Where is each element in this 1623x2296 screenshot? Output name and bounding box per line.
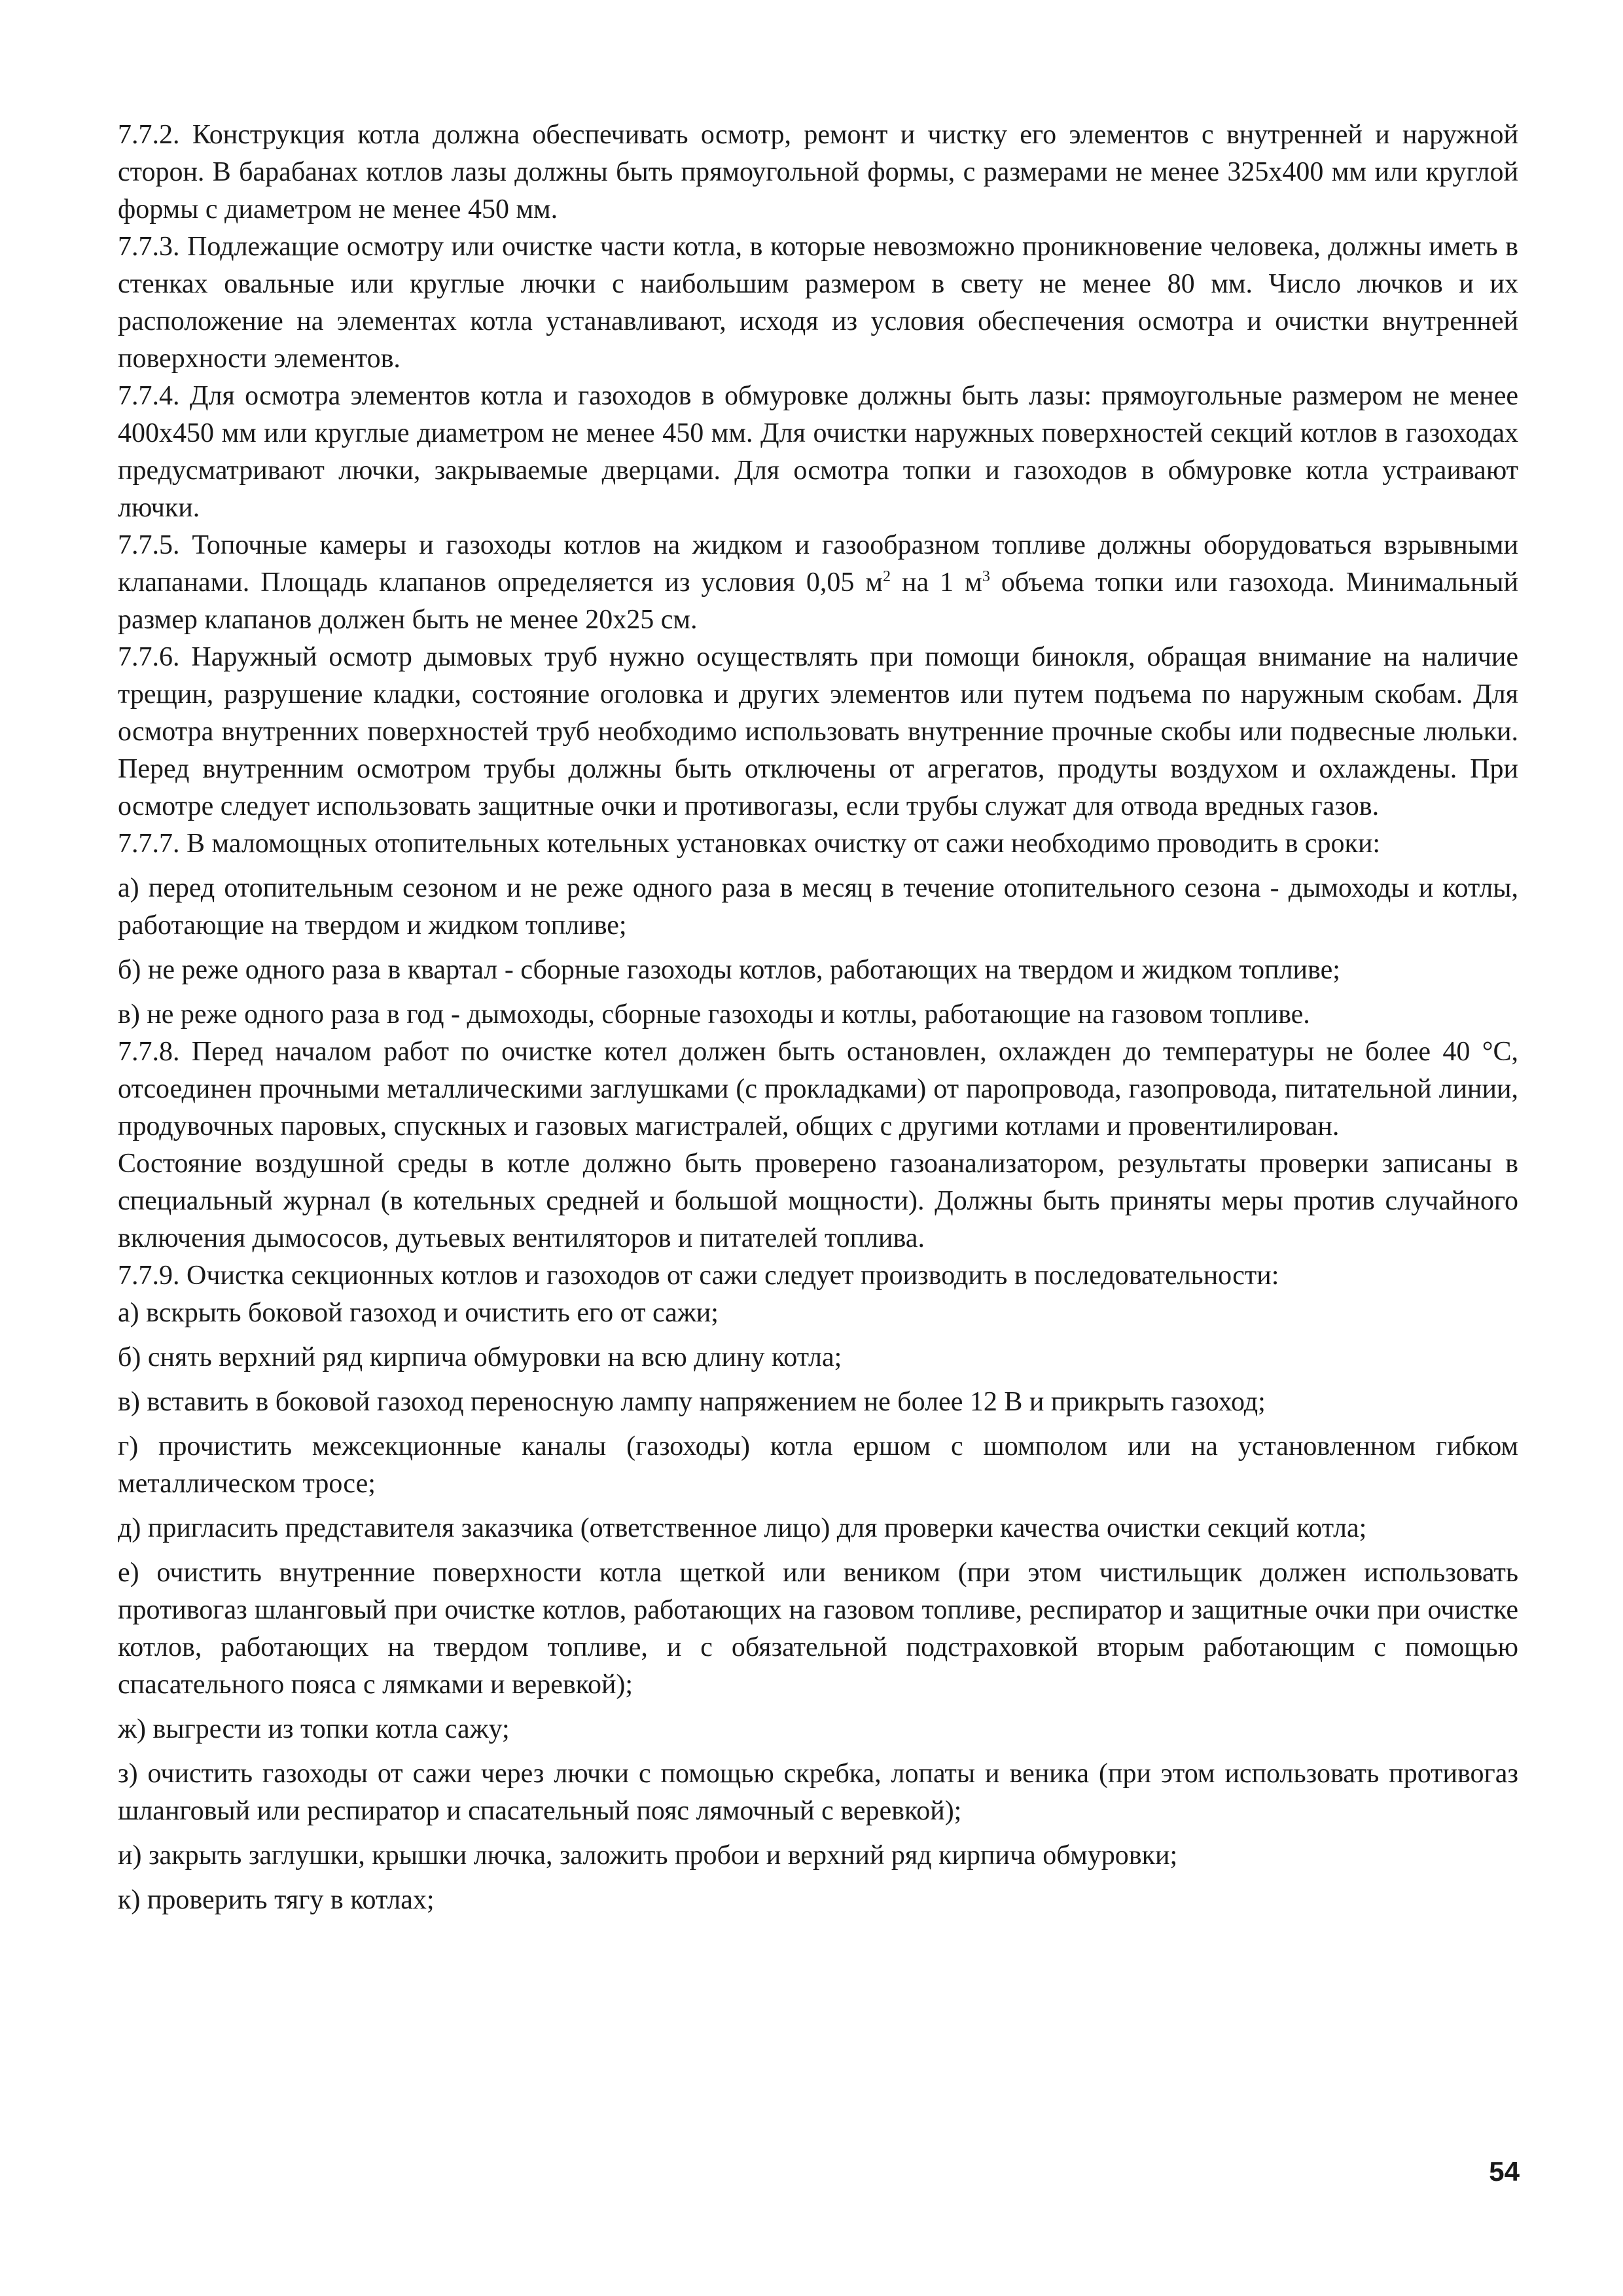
list-item: б) не реже одного раза в квартал - сборные газоходы котлов, работающих на твердом и жидком топливе;	[118, 955, 1340, 985]
paragraph-7-7-5	[118, 527, 1518, 639]
list-item: з) очистить газоходы от сажи через лючки с помощью скребка, лопаты и веника (при этом использовать противогаз шланговый или респиратор и спасательный пояс лямочный с веревкой);	[118, 1759, 1518, 1826]
paragraph-7-7-5-part-a: 7.7.5. Топочные камеры и газоходы котлов на жидком и газообразном топливе должны оборудоваться взрывными клапанами. Площадь клапанов определяется из условия 0,05 м	[118, 530, 1518, 598]
list-item: и) закрыть заглушки, крышки лючка, заложить пробои и верхний ряд кирпича обмуровки;	[118, 1840, 1178, 1871]
paragraph-7-7-5-part-b: на 1 м	[890, 567, 982, 598]
paragraph-7-7-7: 7.7.7. В маломощных отопительных котельных установках очистку от сажи необходимо проводить в сроки:	[118, 829, 1381, 859]
list-item: а) перед отопительным сезоном и не реже одного раза в месяц в течение отопительного сезона - дымоходы и котлы, работающие на твердом и жидком топливе;	[118, 873, 1518, 941]
list-item: ж) выгрести из топки котла сажу;	[118, 1714, 510, 1744]
paragraph-7-7-8: 7.7.8. Перед началом работ по очистке котел должен быть остановлен, охлажден до температуры не более 40 °С, отсоединен прочными металлическими заглушками (с прокладками) от паропровода, газопровода, питательной линии, продувочных паровых, спускных и газовых магистралей, общих с другими котлами и провентилирован.	[118, 1037, 1518, 1141]
superscript-square: 2	[882, 568, 891, 585]
paragraph-7-7-3: 7.7.3. Подлежащие осмотру или очистке части котла, в которые невозможно проникновение человека, должны иметь в стенках овальные или круглые лючки с наибольшим размером в свету не менее 80 мм. Число лючков и их расположение на элементах котла устанавливают, исходя из условия обеспечения осмотра и очистки внутренней поверхности элементов.	[118, 232, 1518, 374]
list-item: д) пригласить представителя заказчика (ответственное лицо) для проверки качества очистки секций котла;	[118, 1513, 1367, 1543]
superscript-cubic: 3	[982, 568, 990, 585]
paragraph-7-7-2: 7.7.2. Конструкция котла должна обеспечивать осмотр, ремонт и чистку его элементов с внутренней и наружной сторон. В барабанах котлов лазы должны быть прямоугольной формы, с размерами не менее 325x400 мм или круглой формы с диаметром не менее 450 мм.	[118, 120, 1518, 224]
list-item: в) не реже одного раза в год - дымоходы, сборные газоходы и котлы, работающие на газовом топливе.	[118, 999, 1310, 1030]
list-item: в) вставить в боковой газоход переносную лампу напряжением не более 12 В и прикрыть газоход;	[118, 1387, 1266, 1417]
paragraph-7-7-9: 7.7.9. Очистка секционных котлов и газоходов от сажи следует производить в последовательности:	[118, 1261, 1279, 1291]
document-body	[118, 117, 1518, 1919]
list-item: е) очистить внутренние поверхности котла щеткой или веником (при этом чистильщик должен использовать противогаз шланговый при очистке котлов, работающих на газовом топливе, респиратор и защитные очки при очистке котлов, работающих на твердом топливе, и с обязательной подстраховкой вторым работающим с помощью спасательного пояса с лямками и веревкой);	[118, 1558, 1518, 1700]
paragraph-7-7-5-part-c: объема топки или газохода. Минимальный размер клапанов должен быть не менее 20x25 см.	[118, 567, 1518, 635]
paragraph-air-state: Состояние воздушной среды в котле должно быть проверено газоанализатором, результаты проверки записаны в специальный журнал (в котельных средней и большой мощности). Должны быть приняты меры против случайного включения дымососов, дутьевых вентиляторов и питателей топлива.	[118, 1149, 1518, 1253]
page-number: 54	[1489, 2156, 1520, 2187]
list-item: к) проверить тягу в котлах;	[118, 1885, 435, 1915]
list-item: г) прочистить межсекционные каналы (газоходы) котла ершом с шомполом или на установленном гибком металлическом тросе;	[118, 1431, 1518, 1499]
paragraph-7-7-4: 7.7.4. Для осмотра элементов котла и газоходов в обмуровке должны быть лазы: прямоугольные размером не менее 400x450 мм или круглые диаметром не менее 450 мм. Для очистки наружных поверхностей секций котлов в газоходах предусматривают лючки, закрываемые дверцами. Для осмотра топки и газоходов в обмуровке котла устраивают лючки.	[118, 381, 1518, 523]
list-item: б) снять верхний ряд кирпича обмуровки на всю длину котла;	[118, 1342, 842, 1372]
paragraph-7-7-6: 7.7.6. Наружный осмотр дымовых труб нужно осуществлять при помощи бинокля, обращая внимание на наличие трещин, разрушение кладки, состояние оголовка и других элементов или путем подъема по наружным скобам. Для осмотра внутренних поверхностей труб необходимо использовать внутренние прочные скобы или подвесные люльки. Перед внутренним осмотром трубы должны быть отключены от агрегатов, продуты воздухом и охлаждены. При осмотре следует использовать защитные очки и противогазы, если трубы служат для отвода вредных газов.	[118, 642, 1518, 821]
list-item: а) вскрыть боковой газоход и очистить его от сажи;	[118, 1298, 719, 1328]
